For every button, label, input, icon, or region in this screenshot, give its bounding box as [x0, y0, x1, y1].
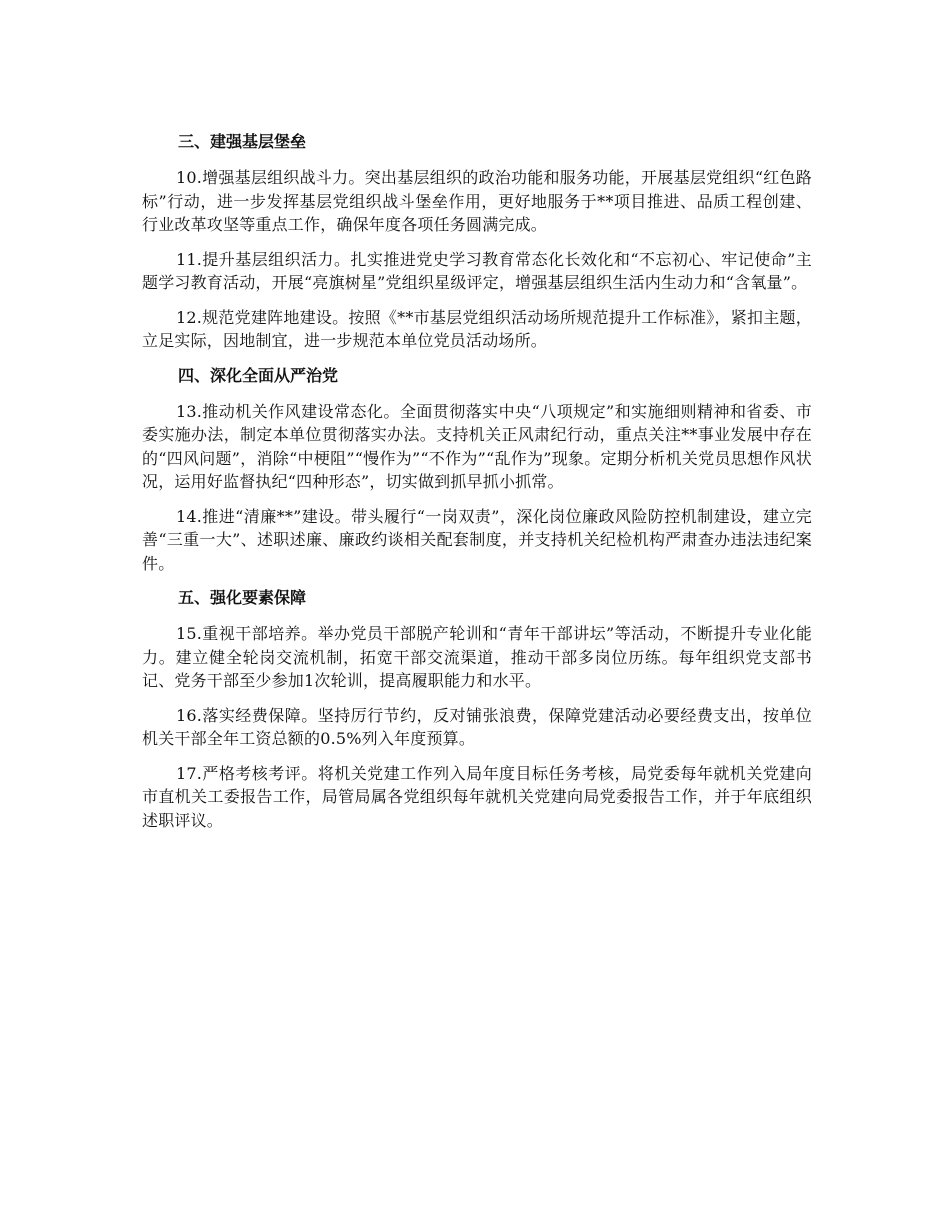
section-heading: 四、深化全面从严治党	[178, 365, 339, 385]
section-guarantees	[142, 586, 812, 832]
section-build-grassroots	[142, 130, 812, 353]
paragraph: 13.推动机关作风建设常态化。全面贯彻落实中央“八项规定”和实施细则精神和省委、市委实施办法，制定本单位贯彻落实办法。支持机关正风肃纪行动，重点关注**事业发展中存在的“四风问题”，消除“中梗阻”“慢作为”“不作为”“乱作为”现象。定期分析机关党员思想作风状况，运用好监督执纪“四种形态”，切实做到抓早抓小抓常。	[142, 401, 812, 491]
paragraph: 16.落实经费保障。坚持厉行节约，反对铺张浪费，保障党建活动必要经费支出，按单位机关干部全年工资总额的0.5%列入年度预算。	[142, 705, 812, 748]
paragraph: 10.增强基层组织战斗力。突出基层组织的政治功能和服务功能，开展基层党组织“红色路标”行动，进一步发挥基层党组织战斗堡垒作用，更好地服务于**项目推进、品质工程创建、行业改革攻坚等重点工作，确保年度各项任务圆满完成。	[142, 168, 812, 234]
paragraph: 11.提升基层组织活力。扎实推进党史学习教育常态化长效化和“不忘初心、牢记使命”主题学习教育活动，开展“亮旗树星”党组织星级评定，增强基层组织生活内生动力和“含氧量”。	[142, 249, 812, 292]
section-heading: 五、强化要素保障	[178, 588, 307, 607]
paragraph: 17.严格考核考评。将机关党建工作列入局年度目标任务考核，局党委每年就机关党建向市直机关工委报告工作，局管局属各党组织每年就机关党建向局党委报告工作，并于年底组织述职评议。	[142, 763, 812, 830]
paragraph: 14.推进“清廉**”建设。带头履行“一岗双责”，深化岗位廉政风险防控机制建设，建立完善“三重一大”、述职述廉、廉政约谈相关配套制度，并支持机关纪检机构严肃查办违法违纪案件。	[142, 506, 812, 573]
section-strict-governance	[142, 364, 812, 576]
section-heading: 三、建强基层堡垒	[178, 132, 307, 151]
paragraph: 12.规范党建阵地建设。按照《**市基层党组织活动场所规范提升工作标准》，紧扣主题，立足实际，因地制宜，进一步规范本单位党员活动场所。	[142, 307, 812, 350]
document-page	[142, 130, 812, 843]
paragraph: 15.重视干部培养。举办党员干部脱产轮训和“青年干部讲坛”等活动，不断提升专业化能力。建立健全轮岗交流机制，拓宽干部交流渠道，推动干部多岗位历练。每年组织党支部书记、党务干部至少参加1次轮训，提高履职能力和水平。	[142, 624, 812, 690]
